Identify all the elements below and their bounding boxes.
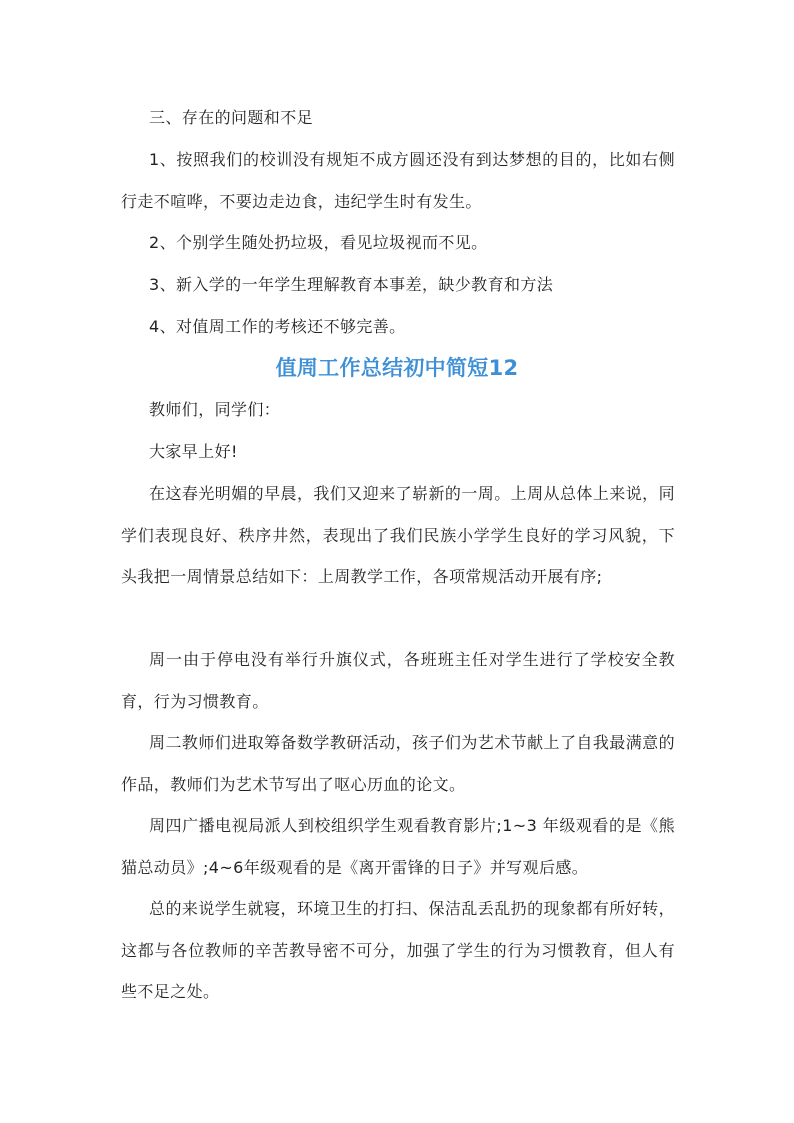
salutation: 大家早上好! [149, 442, 238, 461]
paragraph-3: 周二教师们进取筹备数学教研活动，孩子们为艺术节献上了自我最满意的作品，教师们为艺术节写出了呕心历血的论文。 [121, 733, 675, 794]
section-heading-problems: 三、存在的问题和不足 [149, 108, 314, 127]
problem-item-1: 1、按照我们的校训没有规矩不成方圆还没有到达梦想的目的，比如右侧行走不喧哗，不要边走边食，违纪学生时有发生。 [121, 150, 675, 211]
greeting: 教师们，同学们： [149, 400, 281, 419]
article-title: 值周工作总结初中简短12 [275, 356, 519, 380]
problem-item-2: 2、个别学生随处扔垃圾，看见垃圾视而不见。 [149, 233, 488, 252]
paragraph-2: 周一由于停电没有举行升旗仪式，各班班主任对学生进行了学校安全教育，行为习惯教育。 [121, 650, 675, 711]
problem-item-4: 4、对值周工作的考核还不够完善。 [149, 317, 406, 336]
paragraph-4: 周四广播电视局派人到校组织学生观看教育影片;1~3 年级观看的是《熊猫总动员》;4~6年级观看的是《离开雷锋的日子》并写观后感。 [121, 816, 675, 877]
paragraph-1: 在这春光明媚的早晨，我们又迎来了崭新的一周。上周从总体上来说，同学们表现良好、秩序井然，表现出了我们民族小学学生良好的学习风貌，下头我把一周情景总结如下：上周教学工作，各项常规活动开展有序; [121, 484, 675, 586]
paragraph-5: 总的来说学生就寝，环境卫生的打扫、保洁乱丢乱扔的现象都有所好转，这都与各位教师的辛苦教导密不可分，加强了学生的行为习惯教育，但人有些不足之处。 [121, 899, 675, 1001]
problem-item-3: 3、新入学的一年学生理解教育本事差，缺少教育和方法 [149, 275, 554, 294]
